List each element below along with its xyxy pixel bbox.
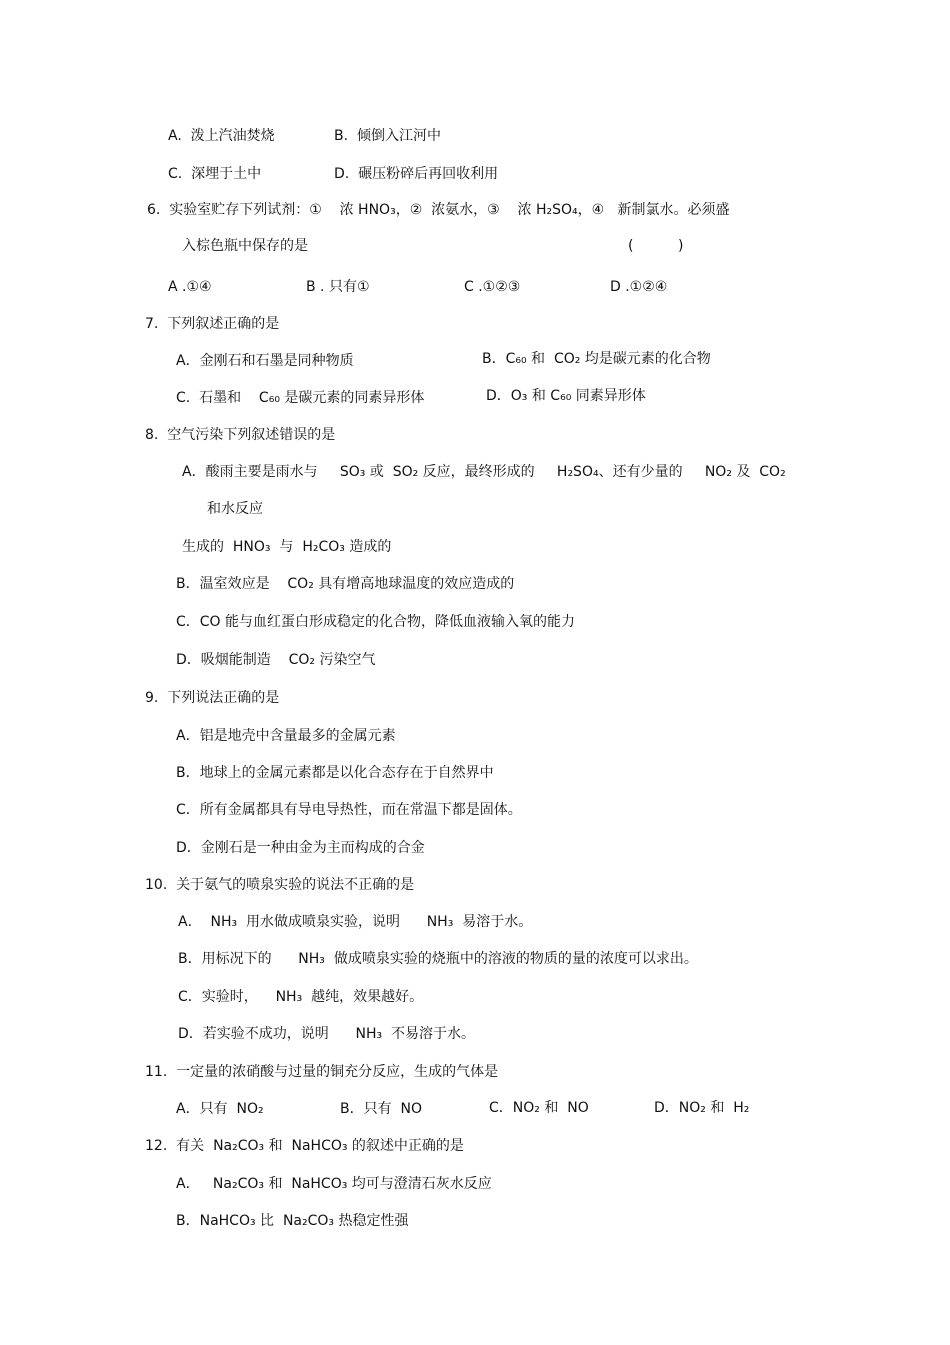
q6-stem-2: 入棕色瓶中保存的是 bbox=[182, 238, 308, 254]
q5-option-d: D. 碾压粉碎后再回收利用 bbox=[334, 166, 499, 182]
q12-option-b: B．NaHCO₃ 比 Na₂CO₃ 热稳定性强 bbox=[176, 1213, 409, 1229]
q11-option-a: A．只有 NO₂ bbox=[176, 1101, 264, 1117]
q6-option-d: D .①②④ bbox=[610, 279, 668, 295]
q8-option-a-3: 生成的 HNO₃ 与 H₂CO₃ 造成的 bbox=[182, 539, 392, 555]
q7-stem: 7. 下列叙述正确的是 bbox=[145, 316, 280, 332]
q5-option-a: A. 泼上汽油焚烧 bbox=[168, 128, 275, 144]
q11-option-d: D．NO₂ 和 H₂ bbox=[654, 1100, 750, 1116]
q7-option-a: A．金刚石和石墨是同种物质 bbox=[176, 353, 354, 369]
q6-option-a: A .①④ bbox=[168, 279, 212, 295]
q5-option-b: B. 倾倒入江河中 bbox=[334, 128, 441, 144]
q11-option-b: B．只有 NO bbox=[340, 1101, 422, 1117]
q7-option-b: B．C₆₀ 和 CO₂ 均是碳元素的化合物 bbox=[482, 351, 711, 367]
q11-option-c: C．NO₂ 和 NO bbox=[489, 1100, 589, 1116]
q8-option-a-1: A．酸雨主要是雨水与 SO₃ 或 SO₂ 反应，最终形成的 H₂SO₄、还有少量的 NO₂ 及 CO₂ bbox=[182, 464, 786, 480]
q6-option-c: C .①②③ bbox=[464, 279, 521, 295]
q10-option-c: C．实验时， NH₃ 越纯，效果越好。 bbox=[178, 989, 424, 1005]
q8-option-c: C．CO 能与血红蛋白形成稳定的化合物，降低血液输入氧的能力 bbox=[176, 614, 576, 630]
q6-stem-1: 6. 实验室贮存下列试剂：① 浓 HNO₃，② 浓氨水，③ 浓 H₂SO₄，④ 新制氯水。必须盛 bbox=[147, 202, 730, 218]
q9-option-a: A．铝是地壳中含量最多的金属元素 bbox=[176, 728, 396, 744]
q8-option-d: D．吸烟能制造 CO₂ 污染空气 bbox=[176, 652, 376, 668]
q7-option-c: C. 石墨和 C₆₀ 是碳元素的同素异形体 bbox=[176, 390, 425, 406]
q8-stem: 8. 空气污染下列叙述错误的是 bbox=[145, 427, 336, 443]
q11-stem: 11. 一定量的浓硝酸与过量的铜充分反应，生成的气体是 bbox=[145, 1064, 499, 1080]
q9-stem: 9. 下列说法正确的是 bbox=[145, 690, 280, 706]
q6-option-b: B . 只有① bbox=[306, 279, 370, 295]
q9-option-c: C．所有金属都具有导电导热性，而在常温下都是固体。 bbox=[176, 802, 522, 818]
q10-option-b: B．用标况下的 NH₃ 做成喷泉实验的烧瓶中的溶液的物质的量的浓度可以求出。 bbox=[178, 951, 698, 967]
q7-option-d: D．O₃ 和 C₆₀ 同素异形体 bbox=[486, 388, 646, 404]
q10-option-d: D．若实验不成功，说明 NH₃ 不易溶于水。 bbox=[178, 1026, 475, 1042]
q9-option-d: D．金刚石是一种由金为主而构成的合金 bbox=[176, 840, 425, 856]
q10-option-a: A． NH₃ 用水做成喷泉实验，说明 NH₃ 易溶于水。 bbox=[178, 914, 533, 930]
q9-option-b: B．地球上的金属元素都是以化合态存在于自然界中 bbox=[176, 765, 494, 781]
q6-answer-bracket: ( ) bbox=[628, 238, 684, 254]
q10-stem: 10. 关于氨气的喷泉实验的说法不正确的是 bbox=[145, 877, 415, 893]
q12-stem: 12. 有关 Na₂CO₃ 和 NaHCO₃ 的叙述中正确的是 bbox=[145, 1138, 464, 1154]
q8-option-b: B．温室效应是 CO₂ 具有增高地球温度的效应造成的 bbox=[176, 576, 515, 592]
q12-option-a: A． Na₂CO₃ 和 NaHCO₃ 均可与澄清石灰水反应 bbox=[176, 1176, 492, 1192]
q8-option-a-2: 和水反应 bbox=[207, 501, 263, 517]
q5-option-c: C. 深埋于土中 bbox=[168, 166, 262, 182]
